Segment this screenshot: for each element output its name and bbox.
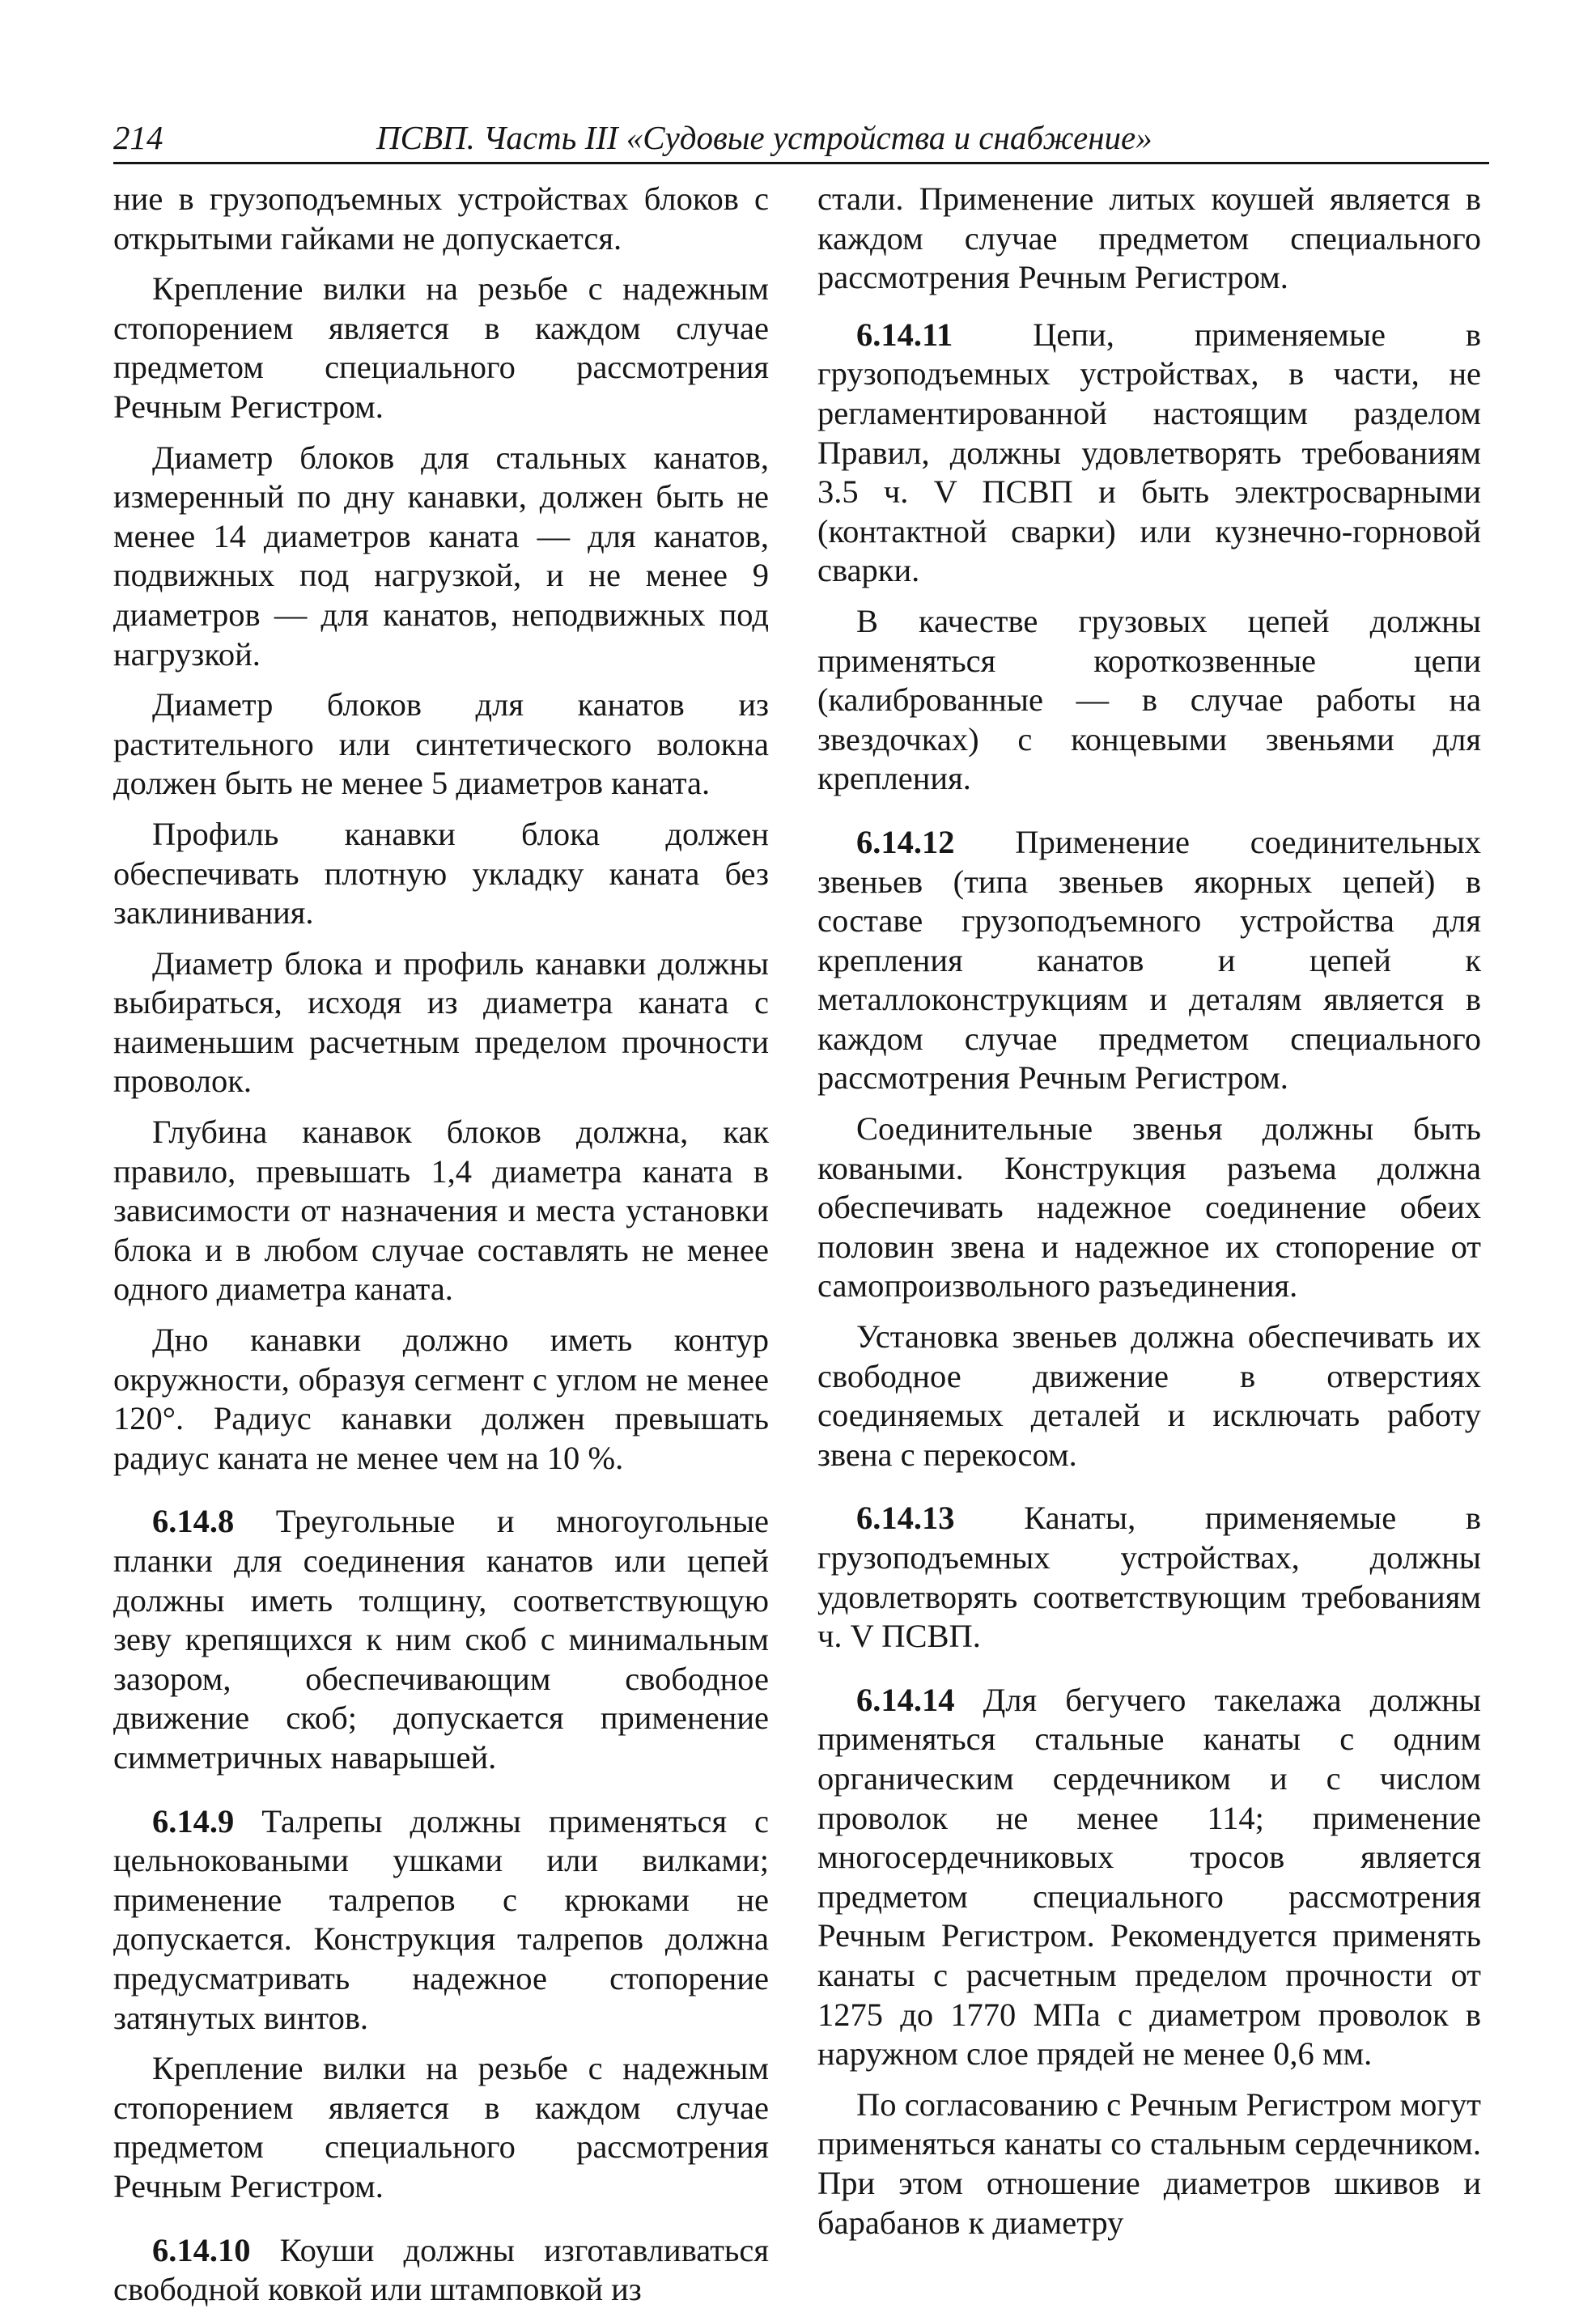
paragraph: стали. Применение литых коушей является в каждом случае предметом специального рассмотрения Речным Регистром.	[817, 180, 1481, 296]
section-text: Коуши должны изготавливаться свободной ковкой или штамповкой из	[113, 2231, 770, 2308]
running-title: ПСВП. Часть III «Судовые устройства и снабжение»	[376, 119, 1152, 156]
paragraph: Диаметр блока и профиль канавки должны выбираться, исходя из диаметра каната с наименьшим расчетным пределом прочности проволок.	[113, 944, 769, 1100]
running-header	[113, 113, 1489, 162]
paragraph: В качестве грузовых цепей должны применяться короткозвенные цепи (калиброванные — в случае работы на звездочках) с концевыми звеньями для крепления.	[817, 602, 1481, 797]
section-6-14-8	[113, 1502, 769, 1777]
section-6-14-10	[113, 2231, 769, 2310]
paragraph: ние в грузоподъемных устройствах блоков с открытыми гайками не допускается.	[113, 180, 769, 257]
section-number: 6.14.9	[152, 1802, 235, 1839]
section-text: Применение соединительных звеньев (типа звеньев якорных цепей) в составе грузоподъемного устройства для крепления канатов и цепей к металлоконструкциям и деталям является в каждом случае предметом специального рассмотрения Речным Регистром.	[817, 823, 1481, 1097]
section-number: 6.14.12	[856, 823, 955, 860]
section-6-14-12	[817, 823, 1481, 1098]
paragraph: Крепление вилки на резьбе с надежным стопорением является в каждом случае предметом специального рассмотрения Речным Регистром.	[113, 270, 769, 425]
paragraph: Крепление вилки на резьбе с надежным стопорением является в каждом случае предметом специального рассмотрения Речным Регистром.	[113, 2050, 769, 2204]
section-number: 6.14.14	[856, 1681, 955, 1718]
section-text: Канаты, применяемые в грузоподъемных устройствах, должны удовлетворять соответствующим требованиям ч. V ПСВП.	[817, 1500, 1482, 1655]
paragraph: Профиль канавки блока должен обеспечивать плотную укладку каната без заклинивания.	[113, 815, 769, 931]
paragraph: Дно канавки должно иметь контур окружности, образуя сегмент с углом не менее 120°. Радиус канавки должен превышать радиус каната не менее чем на 10 %.	[113, 1322, 769, 1476]
paragraph: Установка звеньев должна обеспечивать их свободное движение в отверстиях соединяемых деталей и исключать работу звена с перекосом.	[817, 1318, 1481, 1473]
paragraph: По согласованию с Речным Регистром могут применяться канаты со стальным сердечником. При этом отношение диаметров шкивов и барабанов к диаметру	[817, 2086, 1481, 2241]
paragraph: Глубина канавок блоков должна, как правило, превышать 1,4 диаметра каната в зависимости от назначения и места установки блока и в любом случае составлять не менее одного диаметра каната.	[113, 1114, 769, 1308]
section-text: Треугольные и многоугольные планки для соединения канатов или цепей должны иметь толщину, соответствующую зеву крепящихся к ним скоб с минимальным зазором, обеспечивающим свободное движение скоб; допускается применение симметричных наварышей.	[113, 1503, 770, 1776]
paragraph: Соединительные звенья должны быть коваными. Конструкция разъема должна обеспечивать надежное соединение обеих половин звена и надежное их стопорение от самопроизвольного разъединения.	[817, 1110, 1481, 1305]
section-6-14-11	[817, 316, 1481, 591]
right-column	[817, 180, 1481, 2254]
section-text: Для бегучего такелажа должны применяться стальные канаты с одним органическим сердечником и с числом проволок не менее 114; применение многосердечниковых тросов является предметом специального рассмотрения Речным Регистром. Рекомендуется применять канаты с расчетным пределом прочности от 1275 до 1770 МПа с диаметром проволок в наружном слое прядей не менее 0,6 мм.	[817, 1681, 1481, 2073]
section-6-14-14	[817, 1681, 1481, 2074]
paragraph: Диаметр блоков для стальных канатов, измеренный по дну канавки, должен быть не менее 14 диаметров каната — для канатов, подвижных под нагрузкой, и не менее 9 диаметров — для канатов, неподвижных под нагрузкой.	[113, 439, 769, 673]
paragraph: Диаметр блоков для канатов из растительного или синтетического волокна должен быть не менее 5 диаметров каната.	[113, 686, 769, 802]
section-number: 6.14.13	[856, 1500, 955, 1537]
section-number: 6.14.11	[856, 316, 953, 353]
section-number: 6.14.10	[152, 2231, 251, 2268]
section-text: Цепи, применяемые в грузоподъемных устройствах, в части, не регламентированной настоящим разделом Правил, должны удовлетворять требованиям 3.5 ч. V ПСВП и быть электросварными (контактной сварки) или кузнечно-горновой сварки.	[817, 316, 1481, 589]
section-6-14-13	[817, 1499, 1481, 1656]
section-number: 6.14.8	[152, 1503, 235, 1540]
section-text: Талрепы должны применяться с цельноковаными ушками или вилками; применение талрепов с крюками не допускается. Конструкция талрепов должна предусматривать надежное стопорение затянутых винтов.	[113, 1802, 770, 2036]
page-number: 214	[113, 119, 163, 156]
left-column	[113, 180, 769, 2321]
section-6-14-9	[113, 1802, 769, 2039]
header-rule	[113, 162, 1489, 164]
